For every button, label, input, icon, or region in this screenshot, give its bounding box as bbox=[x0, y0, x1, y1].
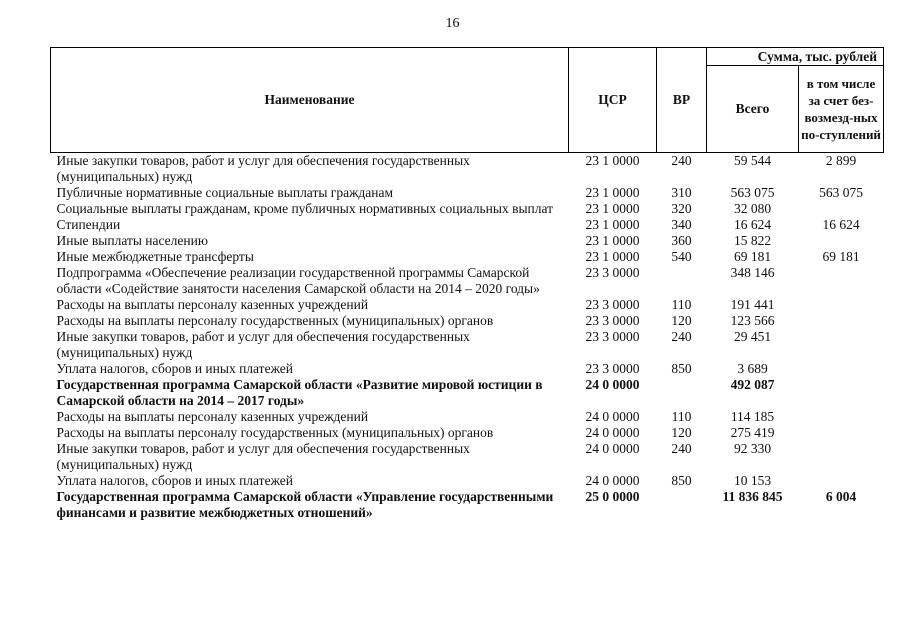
cell-free bbox=[799, 377, 884, 409]
table-row bbox=[51, 297, 884, 313]
table-body bbox=[51, 153, 884, 522]
cell-total: 275 419 bbox=[730, 425, 775, 440]
header-csr: ЦСР bbox=[569, 48, 657, 153]
page-number: 16 bbox=[445, 16, 460, 31]
cell-name: Уплата налогов, сборов и иных платежей bbox=[56, 473, 293, 488]
cell-vr: 850 bbox=[671, 473, 692, 488]
table-row bbox=[51, 473, 884, 489]
cell-total: 16 624 bbox=[733, 217, 772, 232]
cell-csr: 23 3 0000 bbox=[585, 361, 640, 376]
budget-table-container bbox=[50, 47, 883, 521]
cell-csr: 23 3 0000 bbox=[585, 265, 640, 280]
cell-csr: 23 1 0000 bbox=[585, 217, 640, 232]
cell-total: 59 544 bbox=[733, 153, 772, 168]
cell-free bbox=[799, 201, 884, 217]
cell-total: 29 451 bbox=[733, 329, 772, 344]
cell-csr: 24 0 0000 bbox=[585, 377, 640, 392]
cell-csr: 24 0 0000 bbox=[585, 409, 640, 424]
table-row bbox=[51, 425, 884, 441]
cell-name: Государственная программа Самарской области «Управление государственными финансами и развитие межбюджетных отношений» bbox=[56, 489, 554, 520]
cell-vr: 110 bbox=[671, 297, 692, 312]
cell-free: 69 181 bbox=[822, 249, 860, 264]
cell-vr: 110 bbox=[671, 409, 692, 424]
table-row bbox=[51, 489, 884, 521]
cell-vr: 540 bbox=[671, 249, 692, 264]
cell-total: 123 566 bbox=[730, 313, 775, 328]
cell-vr: 850 bbox=[671, 361, 692, 376]
table-row bbox=[51, 329, 884, 361]
table-row bbox=[51, 153, 884, 186]
cell-name: Расходы на выплаты персоналу казенных учреждений bbox=[56, 409, 369, 424]
cell-total: 191 441 bbox=[730, 297, 775, 312]
cell-total: 3 689 bbox=[737, 361, 768, 376]
table-row bbox=[51, 409, 884, 425]
cell-name: Стипендии bbox=[56, 217, 121, 232]
header-name: Наименование bbox=[51, 48, 569, 153]
table-header bbox=[51, 48, 884, 153]
cell-csr: 23 1 0000 bbox=[585, 185, 640, 200]
header-free: в том числе за счет без-возмезд-ных по-ступлений bbox=[799, 66, 884, 153]
cell-total: 348 146 bbox=[730, 265, 775, 280]
header-total: Всего bbox=[707, 66, 799, 153]
cell-csr: 23 1 0000 bbox=[585, 249, 640, 264]
cell-total: 92 330 bbox=[733, 441, 772, 456]
cell-name: Иные закупки товаров, работ и услуг для обеспечения государственных (муниципальных) нужд bbox=[56, 329, 470, 360]
table-row bbox=[51, 313, 884, 329]
cell-vr: 120 bbox=[671, 313, 692, 328]
cell-free: 16 624 bbox=[822, 217, 860, 232]
cell-free: 563 075 bbox=[819, 185, 863, 200]
table-row bbox=[51, 217, 884, 233]
cell-total: 32 080 bbox=[733, 201, 772, 216]
cell-total: 11 836 845 bbox=[722, 489, 783, 504]
table-row bbox=[51, 265, 884, 297]
cell-csr: 24 0 0000 bbox=[585, 425, 640, 440]
cell-total: 15 822 bbox=[733, 233, 772, 248]
cell-vr: 320 bbox=[671, 201, 692, 216]
cell-vr bbox=[657, 489, 707, 521]
cell-name: Иные закупки товаров, работ и услуг для обеспечения государственных (муниципальных) нужд bbox=[56, 153, 470, 184]
cell-free bbox=[799, 473, 884, 489]
cell-csr: 23 3 0000 bbox=[585, 313, 640, 328]
cell-free bbox=[799, 233, 884, 249]
cell-free bbox=[799, 425, 884, 441]
cell-free bbox=[799, 441, 884, 473]
cell-total: 492 087 bbox=[730, 377, 775, 392]
cell-name: Расходы на выплаты персоналу государственных (муниципальных) органов bbox=[56, 425, 494, 440]
cell-free bbox=[799, 361, 884, 377]
cell-vr bbox=[657, 377, 707, 409]
cell-free bbox=[799, 329, 884, 361]
cell-free bbox=[799, 297, 884, 313]
cell-name: Расходы на выплаты персоналу государственных (муниципальных) органов bbox=[56, 313, 494, 328]
cell-free bbox=[799, 409, 884, 425]
table-row bbox=[51, 233, 884, 249]
cell-name: Подпрограмма «Обеспечение реализации государственной программы Самарской области «Содействие занятости населения Самарской области на 2014 – 2020 годы» bbox=[56, 265, 540, 296]
cell-name: Иные выплаты населению bbox=[56, 233, 208, 248]
table-row bbox=[51, 377, 884, 409]
cell-total: 114 185 bbox=[730, 409, 775, 424]
cell-csr: 23 1 0000 bbox=[585, 201, 640, 216]
cell-csr: 23 1 0000 bbox=[585, 153, 640, 168]
table-row bbox=[51, 441, 884, 473]
budget-table bbox=[50, 47, 884, 521]
cell-free: 6 004 bbox=[825, 489, 857, 504]
table-row bbox=[51, 361, 884, 377]
cell-vr: 240 bbox=[671, 329, 692, 344]
cell-free bbox=[799, 313, 884, 329]
cell-vr: 360 bbox=[671, 233, 692, 248]
cell-vr: 240 bbox=[671, 153, 692, 168]
cell-vr: 310 bbox=[671, 185, 692, 200]
cell-name: Уплата налогов, сборов и иных платежей bbox=[56, 361, 293, 376]
cell-free bbox=[799, 265, 884, 297]
cell-name: Расходы на выплаты персоналу казенных учреждений bbox=[56, 297, 369, 312]
cell-total: 563 075 bbox=[730, 185, 775, 200]
header-vr: ВР bbox=[657, 48, 707, 153]
cell-name: Публичные нормативные социальные выплаты гражданам bbox=[56, 185, 394, 200]
table-row bbox=[51, 249, 884, 265]
header-sum: Сумма, тыс. рублей bbox=[707, 48, 884, 66]
cell-csr: 23 3 0000 bbox=[585, 297, 640, 312]
cell-name: Социальные выплаты гражданам, кроме публичных нормативных социальных выплат bbox=[56, 201, 554, 216]
cell-total: 69 181 bbox=[733, 249, 772, 264]
table-row bbox=[51, 201, 884, 217]
cell-name: Иные межбюджетные трансферты bbox=[56, 249, 254, 264]
cell-name: Государственная программа Самарской области «Развитие мировой юстиции в Самарской области на 2014 – 2017 годы» bbox=[56, 377, 543, 408]
cell-csr: 24 0 0000 bbox=[585, 473, 640, 488]
cell-csr: 25 0 0000 bbox=[585, 489, 640, 504]
cell-csr: 24 0 0000 bbox=[585, 441, 640, 456]
cell-vr: 240 bbox=[671, 441, 692, 456]
cell-csr: 23 1 0000 bbox=[585, 233, 640, 248]
cell-vr: 120 bbox=[671, 425, 692, 440]
table-row bbox=[51, 185, 884, 201]
cell-vr: 340 bbox=[671, 217, 692, 232]
cell-free: 2 899 bbox=[825, 153, 857, 168]
cell-name: Иные закупки товаров, работ и услуг для обеспечения государственных (муниципальных) нужд bbox=[56, 441, 470, 472]
cell-vr bbox=[657, 265, 707, 297]
cell-total: 10 153 bbox=[733, 473, 772, 488]
cell-csr: 23 3 0000 bbox=[585, 329, 640, 344]
